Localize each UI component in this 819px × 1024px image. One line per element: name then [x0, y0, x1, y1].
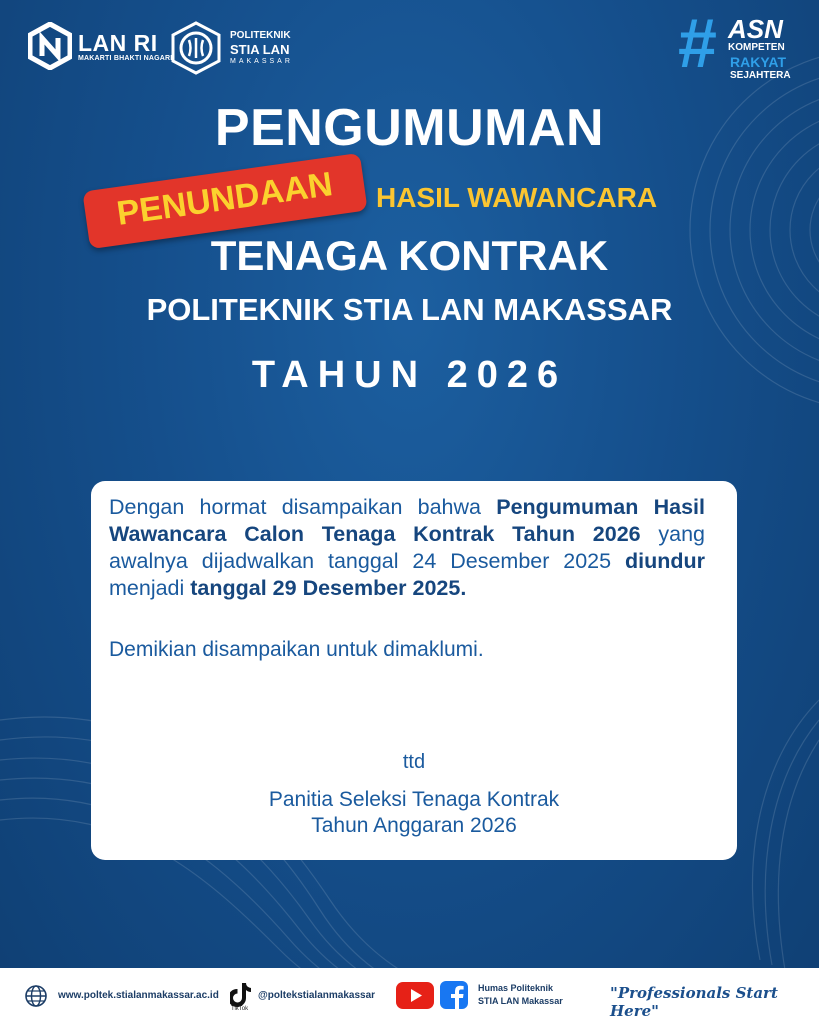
title-tenaga-kontrak: TENAGA KONTRAK	[210, 232, 609, 279]
announcement-card	[91, 481, 737, 860]
asn-hash-symbol: #	[678, 4, 717, 82]
asn-word: ASN	[728, 14, 783, 44]
politeknik-stia-lan-logo	[170, 20, 293, 76]
politeknik-emblem-icon	[170, 20, 222, 76]
footer-bar	[0, 968, 819, 1024]
youtube-icon	[396, 982, 434, 1009]
tiktok-handle[interactable]: @poltekstialanmakassar	[258, 990, 376, 1001]
body-text-3: menjadi	[109, 576, 191, 600]
asn-logo	[678, 4, 798, 82]
asn-kompeten: KOMPETEN	[728, 42, 785, 53]
penundaan-badge-text: PENUNDAAN	[114, 165, 335, 233]
announcement-body	[109, 494, 705, 602]
humas-line-1: Humas Politeknik	[478, 983, 554, 993]
body-text-2: yang awalnya dijadwalkan tanggal 24 Desember 2025	[109, 522, 705, 573]
poltek-line-3: MAKASSAR	[230, 57, 293, 65]
ttd-label: ttd	[402, 751, 426, 773]
website-link[interactable]: www.poltek.stialanmakassar.ac.id	[58, 990, 219, 1001]
title-hasil-wawancara: HASIL WAWANCARA	[376, 182, 658, 213]
signatory-line-1: Panitia Seleksi Tenaga Kontrak	[268, 788, 560, 811]
poltek-line-2: STIA LAN	[230, 41, 290, 57]
signatory-line-2: Tahun Anggaran 2026	[311, 814, 517, 837]
facebook-icon	[440, 981, 468, 1009]
title-institution: POLITEKNIK STIA LAN MAKASSAR	[146, 292, 673, 327]
body-bold-1: Pengumuman Hasil Wawancara Calon Tenaga Kontrak Tahun 2026	[109, 495, 706, 546]
humas-line-2: STIA LAN Makassar	[478, 996, 563, 1006]
slogan: "Professionals Start Here"	[610, 984, 778, 1020]
lan-ri-motto: MAKARTI BHAKTI NAGARI	[78, 54, 173, 62]
body-bold-2: diundur	[624, 549, 705, 573]
closing-line: Demikian disampaikan untuk dimaklumi.	[109, 638, 484, 661]
tiktok-label: TikTok	[231, 1006, 249, 1012]
globe-icon	[24, 984, 48, 1008]
poltek-line-1: POLITEKNIK	[230, 29, 291, 41]
body-text-1: Dengan hormat disampaikan bahwa	[109, 495, 497, 519]
lan-hexagon-icon	[28, 22, 72, 70]
lan-ri-logo	[28, 22, 172, 70]
asn-rakyat: RAKYAT	[730, 54, 787, 70]
title-pengumuman: PENGUMUMAN	[214, 99, 605, 157]
body-bold-3: tanggal 29 Desember 2025.	[190, 576, 467, 600]
humas-label[interactable]	[478, 982, 563, 1008]
title-year: TAHUN 2026	[251, 354, 568, 396]
asn-sejahtera: SEJAHTERA	[730, 70, 791, 81]
lan-ri-title: LAN RI	[78, 29, 158, 56]
